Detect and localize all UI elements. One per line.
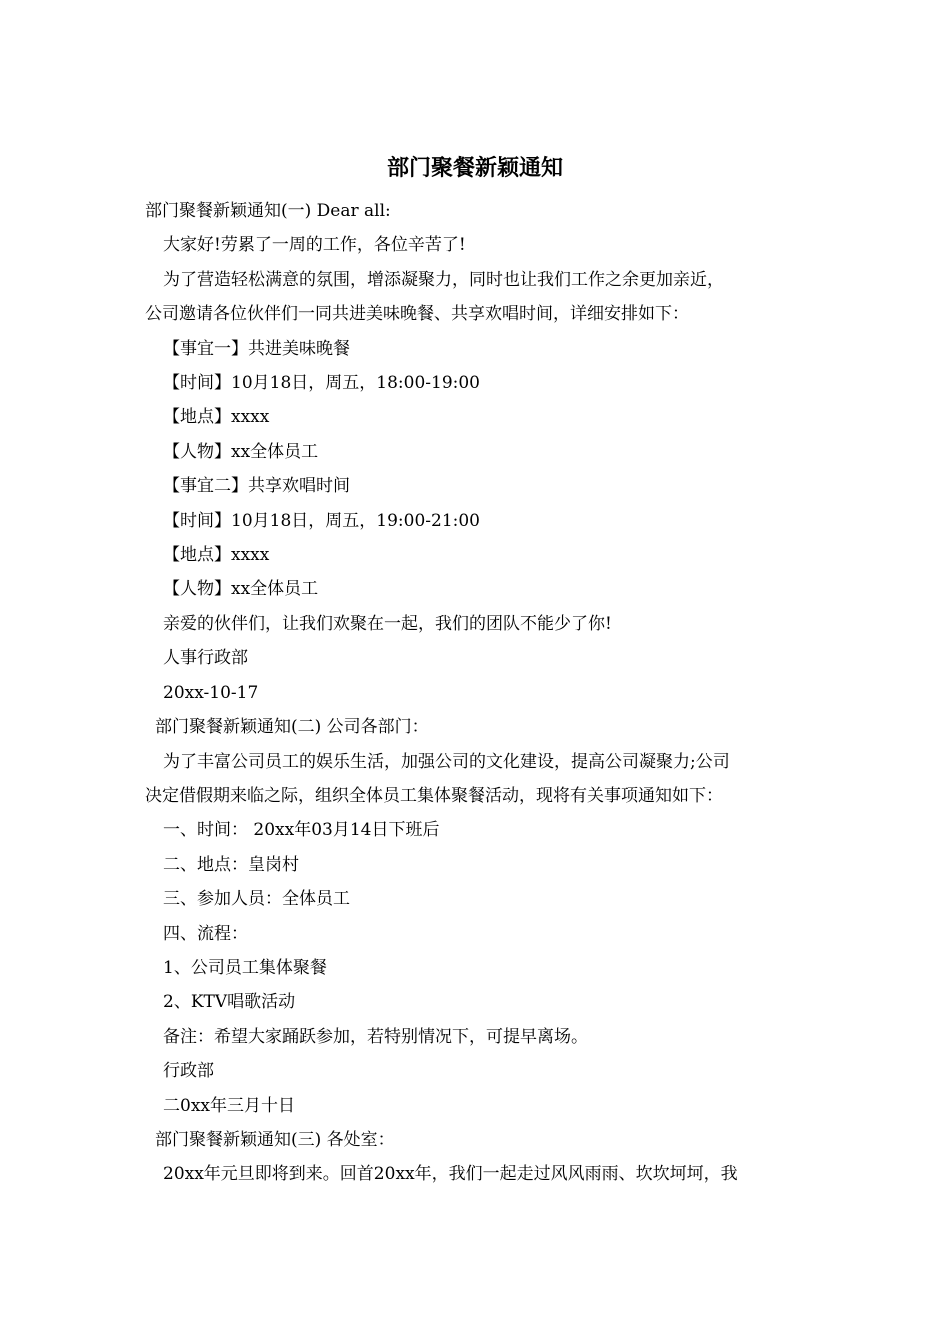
document-title: 部门聚餐新颖通知 [386,155,563,181]
document-body [145,194,815,1192]
list-item: 三、参加人员：全体员工 [163,889,350,910]
section-heading-2: 部门聚餐新颖通知(二) 公司各部门： [155,717,429,738]
section-heading-1: 部门聚餐新颖通知(一) Dear all: [145,201,391,221]
list-item: 【事宜二】共享欢唱时间 [163,476,350,497]
list-item: 【地点】xxxx [163,545,270,566]
list-item: 1、公司员工集体聚餐 [163,957,327,978]
list-item: 四、流程： [163,923,248,944]
paragraph-line: 大家好!劳累了一周的工作，各位辛苦了! [163,235,466,256]
section-heading-3: 部门聚餐新颖通知(三) 各处室： [155,1129,395,1150]
paragraph-line: 亲爱的伙伴们，让我们欢聚在一起，我们的团队不能少了你! [163,613,612,634]
signature-department: 行政部 [163,1061,214,1082]
list-item: 2、KTV唱歌活动 [163,992,296,1013]
list-item: 【时间】10月18日，周五，19:00-21:00 [163,510,480,531]
signature-date: 20xx-10-17 [163,682,259,703]
list-item: 【时间】10月18日，周五，18:00-19:00 [163,373,480,394]
list-item: 二、地点：皇岗村 [163,854,299,875]
remark-line: 备注：希望大家踊跃参加，若特别情况下，可提早离场。 [163,1026,588,1047]
list-item: 【人物】xx全体员工 [163,579,319,600]
paragraph-line: 为了营造轻松满意的氛围，增添凝聚力，同时也让我们工作之余更加亲近， [163,269,724,290]
paragraph-line: 决定借假期来临之际，组织全体员工集体聚餐活动，现将有关事项通知如下： [145,785,723,806]
list-item: 【人物】xx全体员工 [163,441,319,462]
list-item: 【事宜一】共进美味晚餐 [163,338,350,359]
paragraph-line: 公司邀请各位伙伴们一同共进美味晚餐、共享欢唱时间，详细安排如下： [145,304,689,325]
paragraph-line: 20xx年元旦即将到来。回首20xx年，我们一起走过风风雨雨、坎坎坷坷，我 [163,1164,738,1185]
list-item: 一、时间： 20xx年03月14日下班后 [163,820,440,841]
signature-date: 二0xx年三月十日 [163,1095,295,1116]
list-item: 【地点】xxxx [163,407,270,428]
paragraph-line: 为了丰富公司员工的娱乐生活，加强公司的文化建设，提高公司凝聚力;公司 [163,751,730,772]
signature-department: 人事行政部 [163,648,248,669]
